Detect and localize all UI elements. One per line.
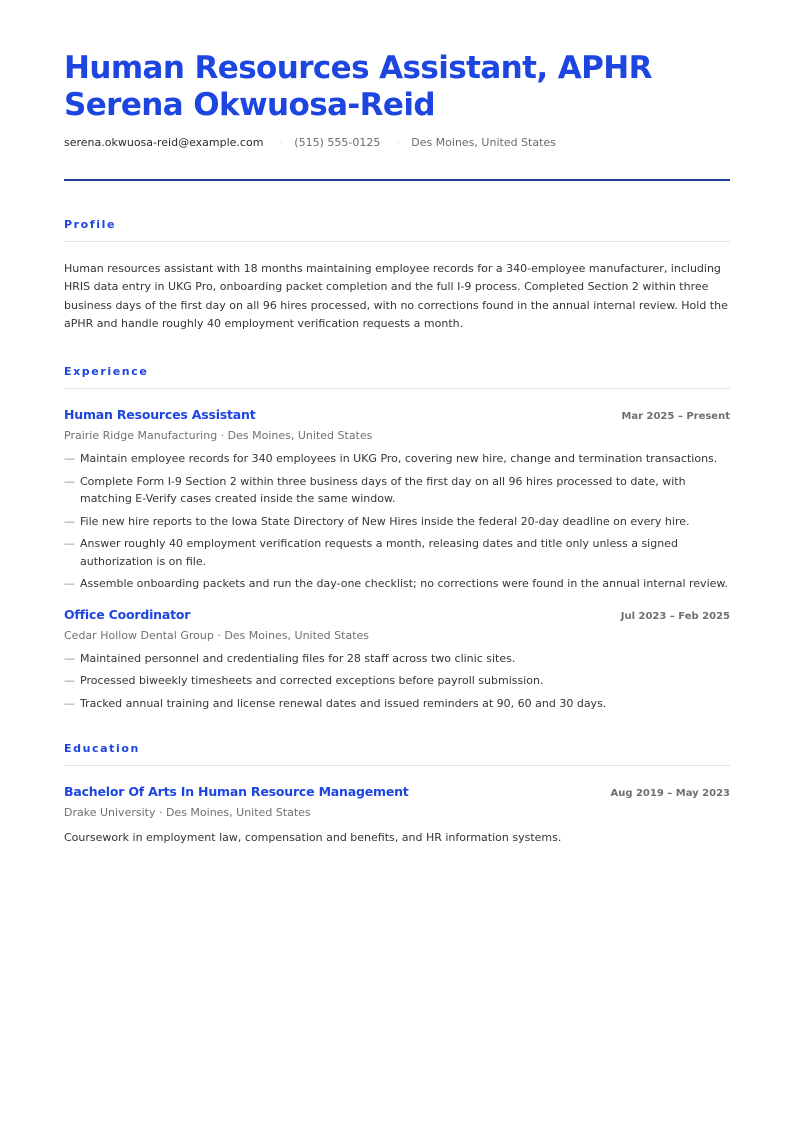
dash-icon: — xyxy=(64,452,75,466)
list-item xyxy=(64,695,730,713)
resume-page xyxy=(64,50,730,846)
list-item xyxy=(64,650,730,668)
bullet-text: Tracked annual training and license renewal dates and issued reminders at 90, 60 and 30 days. xyxy=(80,696,607,710)
contact-separator: · xyxy=(396,138,400,148)
education-description: Coursework in employment law, compensation and benefits, and HR information systems. xyxy=(64,831,562,845)
job-title: Human Resources Assistant xyxy=(64,407,256,423)
section-divider xyxy=(64,388,730,389)
header-divider xyxy=(64,179,730,181)
dash-icon: — xyxy=(64,537,75,551)
list-item xyxy=(64,575,730,593)
contact-line xyxy=(64,136,730,150)
list-item xyxy=(64,672,730,690)
bullet-text: Maintain employee records for 340 employees in UKG Pro, covering new hire, change and termination transactions. xyxy=(80,452,718,466)
contact-location: Des Moines, United States xyxy=(411,136,556,149)
job-title: Office Coordinator xyxy=(64,606,191,622)
bullet-text: File new hire reports to the Iowa State Directory of New Hires inside the federal 20-day deadline on every hire. xyxy=(80,514,690,528)
experience-entry-header xyxy=(64,607,730,622)
section-divider xyxy=(64,241,730,242)
contact-separator: · xyxy=(279,138,283,148)
bullet-text: Complete Form I-9 Section 2 within three business days of the first day on all 96 hires processed to date, with matching E-Verify cases created inside the same window. xyxy=(80,474,686,506)
bullet-text: Assemble onboarding packets and run the day-one checklist; no corrections were found in the annual internal review. xyxy=(80,577,728,591)
school-name: Drake University · Des Moines, United States xyxy=(64,806,311,820)
section-heading-education: Education xyxy=(64,742,140,756)
section-heading-experience: Experience xyxy=(64,365,149,379)
degree-title: Bachelor Of Arts In Human Resource Management xyxy=(64,784,409,800)
dash-icon: — xyxy=(64,696,75,710)
profile-summary: Human resources assistant with 18 months maintaining employee records for a 340-employee manufacturer, including HRIS data entry in UKG Pro, onboarding packet completion and the full I-9 process. Completed Section 2 within three business days of the first day on all 96 hires processed, with no corrections found in the annual internal review. Hold the aPHR and handle roughly 40 employment verification requests a month. xyxy=(64,262,728,330)
bullet-text: Answer roughly 40 employment verification requests a month, releasing dates and title only unless a signed authorization is on file. xyxy=(80,537,678,568)
experience-entry-header xyxy=(64,407,730,422)
education-entry-header xyxy=(64,784,730,799)
contact-email: serena.okwuosa-reid@example.com xyxy=(64,136,264,149)
resume-title: Human Resources Assistant, APHR Serena Okwuosa-Reid xyxy=(64,50,652,123)
dash-icon: — xyxy=(64,674,75,688)
education-entry xyxy=(64,784,730,846)
dash-icon: — xyxy=(64,651,75,665)
dash-icon: — xyxy=(64,514,75,528)
list-item xyxy=(64,513,730,531)
list-item xyxy=(64,450,730,468)
section-divider xyxy=(64,765,730,766)
job-employer: Prairie Ridge Manufacturing · Des Moines, United States xyxy=(64,429,373,443)
job-bullets xyxy=(64,650,730,713)
job-employer: Cedar Hollow Dental Group · Des Moines, United States xyxy=(64,628,370,642)
list-item xyxy=(64,535,730,570)
bullet-text: Maintained personnel and credentialing files for 28 staff across two clinic sites. xyxy=(80,651,516,665)
job-bullets xyxy=(64,450,730,593)
list-item xyxy=(64,473,730,508)
experience-entry xyxy=(64,607,730,713)
dash-icon: — xyxy=(64,474,75,488)
bullet-text: Processed biweekly timesheets and corrected exceptions before payroll submission. xyxy=(80,674,544,688)
contact-phone: (515) 555-0125 xyxy=(294,136,381,149)
job-dates: Mar 2025 – Present xyxy=(621,411,730,423)
experience-entry xyxy=(64,407,730,593)
dash-icon: — xyxy=(64,577,75,591)
job-dates: Jul 2023 – Feb 2025 xyxy=(620,610,730,622)
education-dates: Aug 2019 – May 2023 xyxy=(610,788,730,800)
section-heading-profile: Profile xyxy=(64,218,117,231)
